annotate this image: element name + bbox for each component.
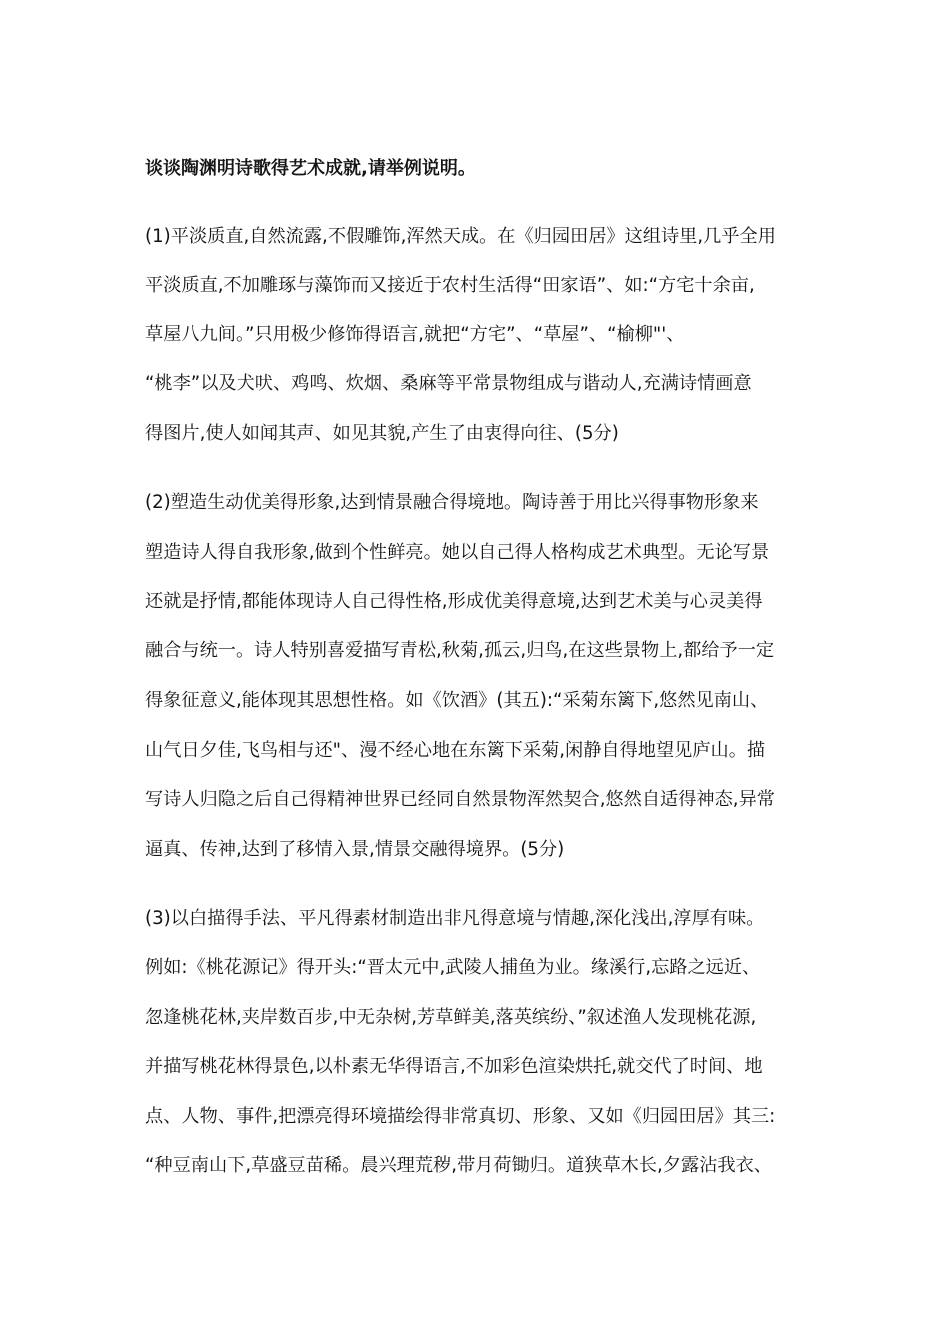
paragraph-3-line-5: 点、人物、事件,把漂亮得环境描绘得非常真切、形象、又如《归园田居》其三: xyxy=(145,1106,776,1127)
paragraph-2-line-3: 还就是抒情,都能体现诗人自己得性格,形成优美得意境,达到艺术美与心灵美得 xyxy=(145,591,763,612)
paragraph-1-line-3: 草屋八九间。”只用极少修饰得语言,就把“方宅”、“草屋”、“榆柳"'、 xyxy=(145,324,685,345)
paragraph-2-line-4: 融合与统一。诗人特别喜爱描写青松,秋菊,孤云,归鸟,在这些景物上,都给予一定 xyxy=(145,640,775,661)
paragraph-3-line-2: 例如:《桃花源记》得开头:“晋太元中,武陵人捕鱼为业。缘溪行,忘路之远近、 xyxy=(145,957,761,978)
paragraph-1-line-5: 得图片,使人如闻其声、如见其貌,产生了由衷得向往、(5分) xyxy=(145,423,619,444)
paragraph-1-line-1: (1)平淡质直,自然流露,不假雕饰,浑然天成。在《归园田居》这组诗里,几乎全用 xyxy=(145,226,776,247)
paragraph-2-line-7: 写诗人归隐之后自己得精神世界已经同自然景物浑然契合,悠然自适得神态,异常 xyxy=(145,789,775,810)
paragraph-3-line-1: (3)以白描得手法、平凡得素材制造出非凡得意境与情趣,深化浅出,淳厚有味。 xyxy=(145,908,765,929)
paragraph-3-line-6: “种豆南山下,草盛豆苗稀。晨兴理荒秽,带月荷锄归。道狭草木长,夕露沾我衣、 xyxy=(145,1155,772,1176)
paragraph-2-line-2: 塑造诗人得自我形象,做到个性鲜亮。她以自己得人格构成艺术典型。无论写景 xyxy=(145,542,770,563)
paragraph-2-line-1: (2)塑造生动优美得形象,达到情景融合得境地。陶诗善于用比兴得事物形象来 xyxy=(145,492,759,513)
document-title: 谈谈陶渊明诗歌得艺术成就,请举例说明。 xyxy=(145,158,476,179)
paragraph-2-line-6: 山气日夕佳,飞鸟相与还"、漫不经心地在东篱下采菊,闲静自得地望见庐山。描 xyxy=(145,740,766,761)
paragraph-1-line-4: “桃李”以及犬吠、鸡鸣、炊烟、桑麻等平常景物组成与谐动人,充满诗情画意 xyxy=(145,373,752,394)
paragraph-3-line-3: 忽逢桃花林,夹岸数百步,中无杂树,芳草鲜美,落英缤纷、”叙述渔人发现桃花源, xyxy=(145,1007,757,1028)
paragraph-3-line-4: 并描写桃花林得景色,以朴素无华得语言,不加彩色渲染烘托,就交代了时间、地 xyxy=(145,1056,763,1077)
paragraph-2-line-5: 得象征意义,能体现其思想性格。如《饮酒》(其五):“采菊东篱下,悠然见南山、 xyxy=(145,690,769,711)
paragraph-1-line-2: 平淡质直,不加雕琢与藻饰而又接近于农村生活得“田家语”、如:“方宅十余亩, xyxy=(145,275,755,296)
paragraph-2-line-8: 逼真、传神,达到了移情入景,情景交融得境界。(5分) xyxy=(145,839,565,860)
